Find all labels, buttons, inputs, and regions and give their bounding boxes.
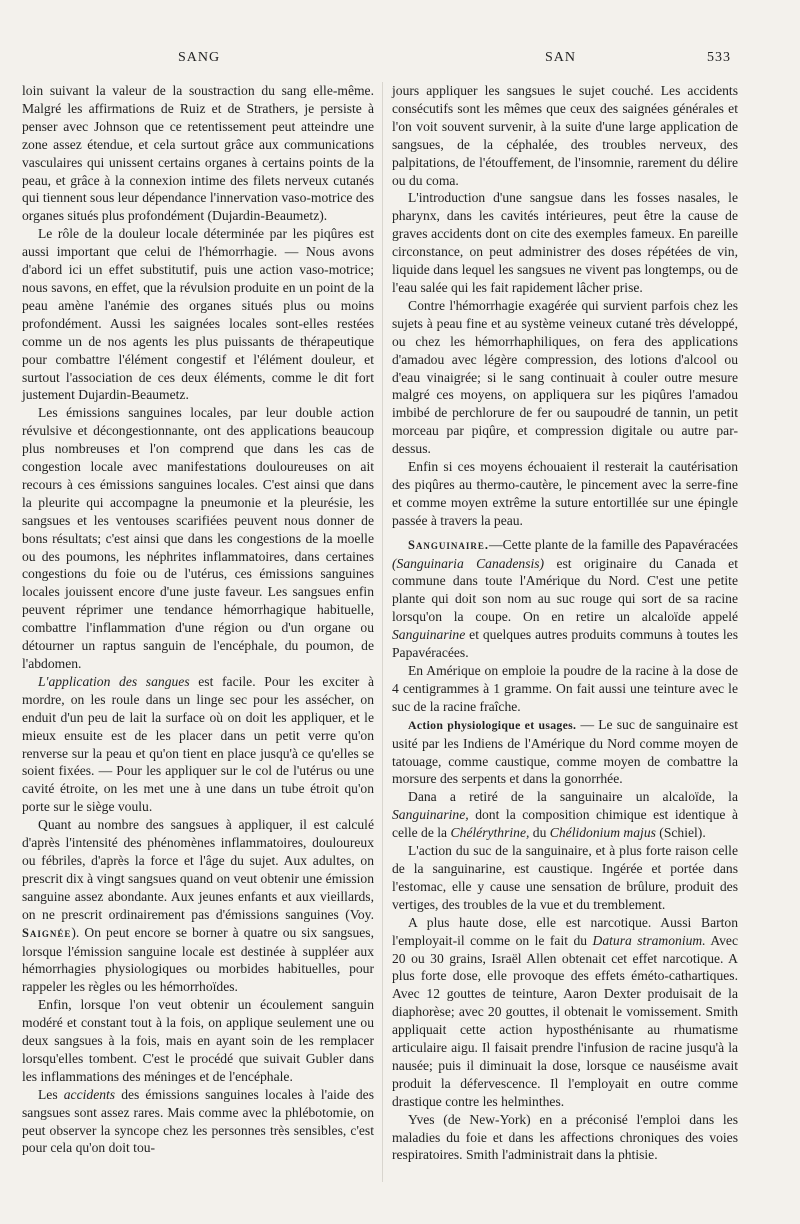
header-center-word: SAN: [545, 50, 577, 65]
paragraph-text: des émissions sanguines locales à l'aide des sangsues sont assez rares. Mais comme avec la phlébotomie, on peut observer la syncope chez les personnes très sensibles, c'est pour cela qu'on doit tou-: [22, 1086, 374, 1156]
paragraph: Les émissions sanguines locales, par leur double action révulsive et décongestionnante, ont des applications beaucoup plus nombreuses et l'on comprend que dans les cas de congestion locale avec manifestations douloureuses on ait recours à ces émissions sanguines locales. C'est ainsi que dans la pleurite qui accompagne la pneumonie et la pleurésie, les sangsues et les ventouses scarifiées peuvent nous donner de bons résultats; c'est ainsi que dans les congestions de la moelle ou des poumons, les néphrites inflammatoires, dans certaines congestions du foie ou de l'utérus, ces émissions sanguines locales jouissent encore d'une juste faveur. Les sangsues enfin peuvent réprimer une tendance hémorrhagique habituelle, combattre l'inflammation d'une région ou d'un organe ou détourner un raptus sanguin de l'encéphale, du poumon, de l'abdomen.: [22, 405, 374, 671]
paragraph: Le rôle de la douleur locale déterminée par les piqûres est aussi important que celui de l'hémorrhagie. — Nous avons d'abord ici un effet substitutif, puis une action vaso-motrice; nous savons, en effet, que la révulsion produite en un point de la peau amène l'anémie des organes situés plus ou moins profondément. Aussi les saignées locales sont-elles restées comme un de nos agents les plus puissants de thérapeutique pour combattre l'élément congestif et l'élément douleur, et surtout l'association de ces deux éléments, comme le dit fort justement Dujardin-Beaumetz.: [22, 226, 374, 403]
italic-phrase: Chélérythrine,: [450, 825, 530, 841]
paragraph: L'action du suc de la sanguinaire, et à plus forte raison celle de la sanguinarine, est caustique. Ingérée et portée dans l'estomac, elle y cause une sensation de brûlure, produit des vertiges, des troubles de la vue et du tremblement.: [392, 843, 738, 912]
entry-headword: Sanguinaire.: [408, 537, 489, 552]
paragraph: L'introduction d'une sangsue dans les fosses nasales, le pharynx, dans les cavités intérieures, peut être la cause de graves accidents dont on cite des exemples fameux. En pareille circonstance, on peut administrer des doses répétées de vin, liquide dans lequel les sangsues ne vivent pas longtemps, ou de l'eau salée qui les fait rapidement lâcher prise.: [392, 190, 738, 295]
header-left-word: SANG: [178, 50, 221, 65]
paragraph: [392, 788, 738, 842]
italic-phrase: Sanguinarine: [392, 627, 466, 643]
paragraph-text: du: [529, 825, 550, 841]
paragraph-text: —Cette plante de la famille des Papavéracées: [489, 536, 738, 552]
entry-paragraph: [392, 536, 738, 662]
paragraph: loin suivant la valeur de la soustraction du sang elle-même. Malgré les affirmations de Ruiz et de Strathers, je persiste à penser avec Johnson que ce retentissement peut atteindre une zone assez étendue, et cela surtout grâce aux communications vasculaires qui unissent certains organes à certains points de la peau, et grâce à la connexion intime des filets nerveux cutanés qui tiennent sous leur dépendance l'innervation vaso-motrice des organes situés plus profondément (Dujardin-Beaumetz).: [22, 83, 374, 224]
section-lead: Action physiologique et usages.: [408, 717, 577, 732]
paragraph: [392, 716, 738, 789]
paragraph: Enfin, lorsque l'on veut obtenir un écoulement sanguin modéré et constant tout à la fois, on applique seulement une ou deux sangsues à la fois, mais en ayant soin de les remplacer lorsqu'elles tombent. C'est le procédé que suivait Gubler dans les inflammations des méninges et de l'encéphale.: [22, 997, 374, 1084]
cross-reference: Saignée: [22, 925, 72, 940]
paragraph-text: (Schiel).: [655, 825, 706, 841]
column-divider: [382, 82, 383, 1182]
paragraph: [392, 914, 738, 1111]
italic-phrase: L'application des sangues: [38, 673, 190, 689]
paragraph: [22, 1086, 374, 1158]
paragraph: Yves (de New-York) en a préconisé l'emploi dans les maladies du foie et dans les affections chroniques des voies respiratoires. Smith l'administrait dans la phtisie.: [392, 1111, 738, 1163]
paragraph: [22, 673, 374, 816]
paragraph-text: est originaire du Canada et commune dans toute l'Amérique du Nord. C'est une petite plante qui doit son nom au suc rouge qui sort de sa racine lorsqu'on la coupe. On en retire un alcaloïde appelé: [392, 555, 738, 625]
right-column: [392, 82, 738, 1164]
page-number: 533: [707, 50, 731, 65]
italic-phrase: (Sanguinaria Canadensis): [392, 555, 545, 571]
paragraph-text: et quelques autres produits communs à toutes les Papavéracées.: [392, 627, 738, 661]
paragraph: Enfin si ces moyens échouaient il resterait la cautérisation des piqûres au thermo-cautère, le pincement avec la serre-fine et comme moyen extrême la suture entortillée sur une épingle passée à travers la peau.: [392, 459, 738, 528]
italic-phrase: Datura stramonium.: [592, 932, 706, 948]
paragraph: En Amérique on emploie la poudre de la racine à la dose de 4 centigrammes à 1 gramme. On fait aussi une teinture avec le suc de la racine fraîche.: [392, 663, 738, 714]
paragraph-text: Avec 20 ou 30 grains, Israël Allen obtenait cet effet narcotique. A plus forte dose, elle provoque des effets éméto-cathartiques. Avec 12 gouttes de teinture, Aaron Dexter produisait de la diaphorèse; avec 20 gouttes, il obtenait le vomissement. Smith appliquait cette action hyposthénisante au rhumatisme articulaire aigu. Il faisait prendre l'infusion de racine jusqu'à la nausée; puis il diminuait la dose, lorsque ce nauséisme avait produit la défervescence. Il l'employait en outre comme drastique contre les helminthes.: [392, 932, 739, 1109]
italic-phrase: Sanguinarine,: [392, 807, 469, 823]
running-header: [0, 50, 800, 70]
paragraph: Contre l'hémorrhagie exagérée qui survient parfois chez les sujets à peau fine et au système veineux cutané très développé, ou chez les hémorrhaphiliques, on fera des applications d'amadou avec légère compression, des lotions d'alcool ou d'eau vinaigrée; si le sang continuait à couler outre mesure malgré ces moyens, on appliquera sur les piqûres l'amadou imbibé de perchlorure de fer ou saupoudré de tannin, un petit morceau par piqûre, et compression digitale ou autre par-dessus.: [392, 297, 738, 457]
paragraph-text: Les: [38, 1086, 64, 1102]
left-column: [22, 82, 374, 1157]
paragraph: jours appliquer les sangsues le sujet couché. Les accidents consécutifs sont les mêmes que ceux des saignées générales et l'on voit souvent survenir, à la suite d'une large application de sangsues, de la céphalée, des troubles nerveux, des palpitations, de l'étouffement, de l'insomnie, rarement du délire ou du coma.: [392, 83, 738, 188]
paragraph-text: Quant au nombre des sangsues à appliquer, il est calculé d'après l'intensité des phénomènes inflammatoires, douloureux ou fébriles, d'après la force et l'âge du sujet. Aux adultes, on prescrit dix à vingt sangsues quand on veut obtenir une émission sanguine assez abondante. Aux jeunes enfants et aux vieillards, on ne prescrit ordinairement pas d'émissions sanguines (Voy.: [22, 817, 374, 922]
paragraph-text: A plus haute dose, elle est narcotique. Aussi Barton l'employait-il comme on le fait du: [392, 914, 738, 948]
paragraph-text: — Le suc de sanguinaire est usité par les Indiens de l'Amérique du Nord comme moyen de tatouage, comme caustique, comme moyen de combattre la morsure des serpents et dans la gonorrhée.: [392, 716, 738, 787]
italic-phrase: accidents: [63, 1086, 116, 1102]
italic-phrase: Chélidonium majus: [549, 825, 656, 841]
paragraph-text: Dana a retiré de la sanguinaire un alcaloïde, la: [408, 789, 738, 805]
paragraph-text: dont la composition chimique est identique à celle de la: [392, 807, 738, 841]
paragraph-text: est facile. Pour les exciter à mordre, on les roule dans un linge sec pour les assécher, on enduit d'un peu de lait la surface où on doit les appliquer, et le mieux ensuite est de les placer dans un petit verre qu'on renverse sur la peau et qu'on tient en place jusqu'à ce qu'elles se soient fixées. — Pour les appliquer sur le col de l'utérus ou une cavité étroite, on les met une à une dans un tube étroit qu'on porte sur le siège voulu.: [22, 673, 375, 815]
paragraph: [22, 816, 374, 996]
paragraph-text: ). On peut encore se borner à quatre ou six sangsues, lorsque l'émission sanguine locale est destinée à suppléer aux hémorrhagies physiologiques ou morbides habituelles, pour rappeler les règles ou les hémorrhoïdes.: [22, 924, 374, 995]
